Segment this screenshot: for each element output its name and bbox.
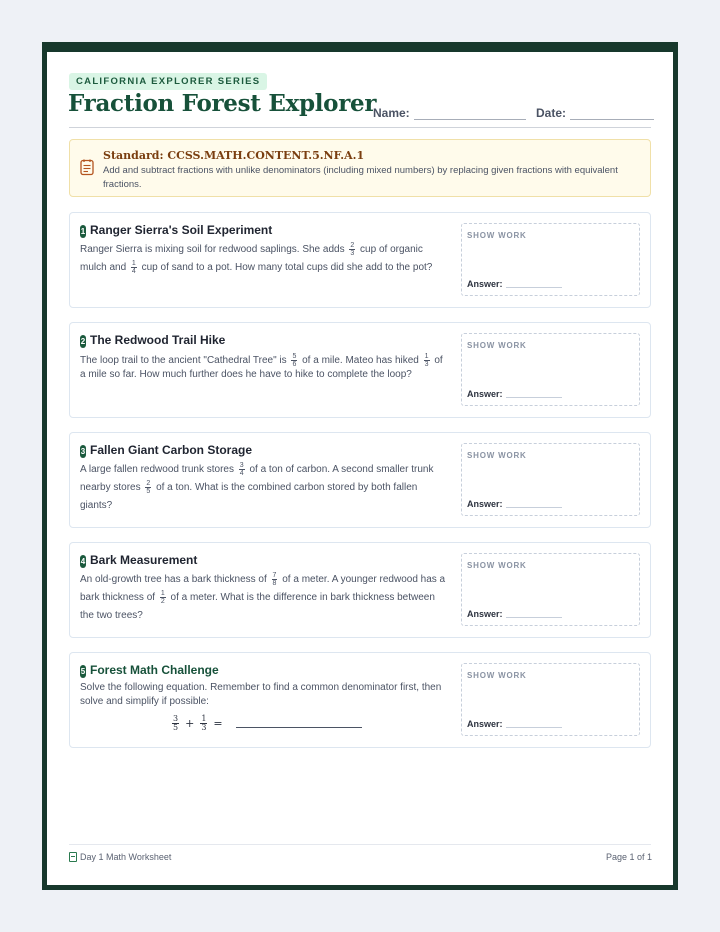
equation-answer-line[interactable]: [236, 727, 362, 728]
fraction: $\frac{1}{3}$: [424, 353, 429, 368]
show-work-box[interactable]: [461, 663, 640, 736]
fraction: $\frac{1}{3}$: [201, 714, 207, 732]
problem-card-5: [69, 652, 651, 748]
plus-operator: +: [185, 717, 195, 730]
fraction: $\frac{2}{3}$: [350, 241, 355, 257]
answer-line[interactable]: [506, 397, 562, 398]
problem-text: An old-growth tree has a bark thickness of $\frac{7}{8}$ of a meter. A younger redwood has a bark thickness of $\frac{1}{2}$ of a meter. What is the difference in bark thickness between the two trees?: [80, 571, 446, 621]
list-document-icon: [80, 159, 94, 176]
header-divider: [69, 127, 651, 128]
standard-title: Standard: CCSS.MATH.CONTENT.5.NF.A.1: [103, 149, 365, 162]
problem-number-badge: 3: [80, 447, 86, 456]
problem-number-badge: 2: [80, 337, 86, 346]
name-label: Name:: [373, 106, 410, 120]
answer-label: Answer:: [467, 499, 503, 509]
answer-line[interactable]: [506, 287, 562, 288]
problem-card-1: [69, 212, 651, 308]
show-work-box[interactable]: [461, 443, 640, 516]
show-work-box[interactable]: [461, 223, 640, 296]
date-field[interactable]: [536, 106, 654, 120]
answer-label: Answer:: [467, 279, 503, 289]
problem-text: Ranger Sierra is mixing soil for redwood saplings. She adds $\frac{2}{3}$ cup of organic mulch and $\frac{1}{4}$ cup of sand to a pot. How many total cups did she add to the pot?: [80, 241, 433, 275]
problem-card-3: [69, 432, 651, 528]
fraction: $\frac{2}{5}$: [146, 479, 151, 495]
problem-title: Fallen Giant Carbon Storage: [90, 443, 253, 457]
show-work-label: SHOW WORK: [467, 341, 527, 350]
document-icon: [69, 852, 77, 862]
show-work-label: SHOW WORK: [467, 231, 527, 240]
problem-title: Bark Measurement: [90, 553, 198, 567]
worksheet-page: [47, 52, 673, 885]
footer-divider: [69, 844, 651, 845]
problem-title: Forest Math Challenge: [90, 663, 219, 677]
date-label: Date:: [536, 106, 567, 120]
show-work-label: SHOW WORK: [467, 451, 527, 460]
date-line[interactable]: [570, 109, 654, 120]
fraction: $\frac{5}{6}$: [292, 353, 297, 368]
problem-text: The loop trail to the ancient "Cathedral Tree" is $\frac{5}{6}$ of a mile. Mateo has hiked $\frac{1}{3}$ of a mile so far. How much further does he have to hike to complete the loop?: [80, 353, 443, 381]
standard-description: Add and subtract fractions with unlike denominators (including mixed numbers) by replacing given fractions with equivalent fractions.: [103, 165, 618, 190]
worksheet-frame: [42, 42, 678, 890]
answer-label: Answer:: [467, 719, 503, 729]
answer-line[interactable]: [506, 727, 562, 728]
problem-text: A large fallen redwood trunk stores $\frac{3}{4}$ of a ton of carbon. A second smaller trunk nearby stores $\frac{2}{5}$ of a ton. What is the combined carbon stored by both fallen giants?: [80, 461, 434, 511]
problem-card-4: [69, 542, 651, 638]
show-work-label: SHOW WORK: [467, 561, 527, 570]
answer-line[interactable]: [506, 507, 562, 508]
problem-text: Solve the following equation. Remember to find a common denominator first, then solve and simplify if possible:: [80, 682, 442, 707]
fraction: $\frac{1}{2}$: [160, 589, 165, 605]
problem-card-2: [69, 322, 651, 418]
equation: [170, 715, 227, 732]
standard-box: [69, 139, 651, 197]
series-tag: CALIFORNIA EXPLORER SERIES: [69, 73, 267, 90]
answer-label: Answer:: [467, 389, 503, 399]
fraction: $\frac{3}{4}$: [239, 461, 244, 477]
problem-number-badge: 4: [80, 557, 86, 566]
problem-title: Ranger Sierra's Soil Experiment: [90, 223, 273, 237]
name-line[interactable]: [414, 109, 526, 120]
answer-line[interactable]: [506, 617, 562, 618]
problem-title: The Redwood Trail Hike: [90, 333, 226, 347]
show-work-box[interactable]: [461, 333, 640, 406]
page-number: Page 1 of 1: [605, 852, 652, 862]
problem-number-badge: 1: [80, 227, 86, 236]
fraction: $\frac{1}{4}$: [131, 259, 136, 275]
name-field[interactable]: [373, 106, 526, 120]
problem-number-badge: 5: [80, 667, 86, 676]
footer-left: [69, 852, 171, 862]
equals-sign: =: [213, 717, 223, 730]
show-work-label: SHOW WORK: [467, 671, 527, 680]
fraction: $\frac{7}{8}$: [272, 571, 277, 587]
worksheet-title: Fraction Forest Explorer: [68, 90, 377, 117]
fraction: $\frac{3}{5}$: [173, 714, 179, 732]
answer-label: Answer:: [467, 609, 503, 619]
footer-worksheet-label: Day 1 Math Worksheet: [80, 852, 172, 862]
show-work-box[interactable]: [461, 553, 640, 626]
